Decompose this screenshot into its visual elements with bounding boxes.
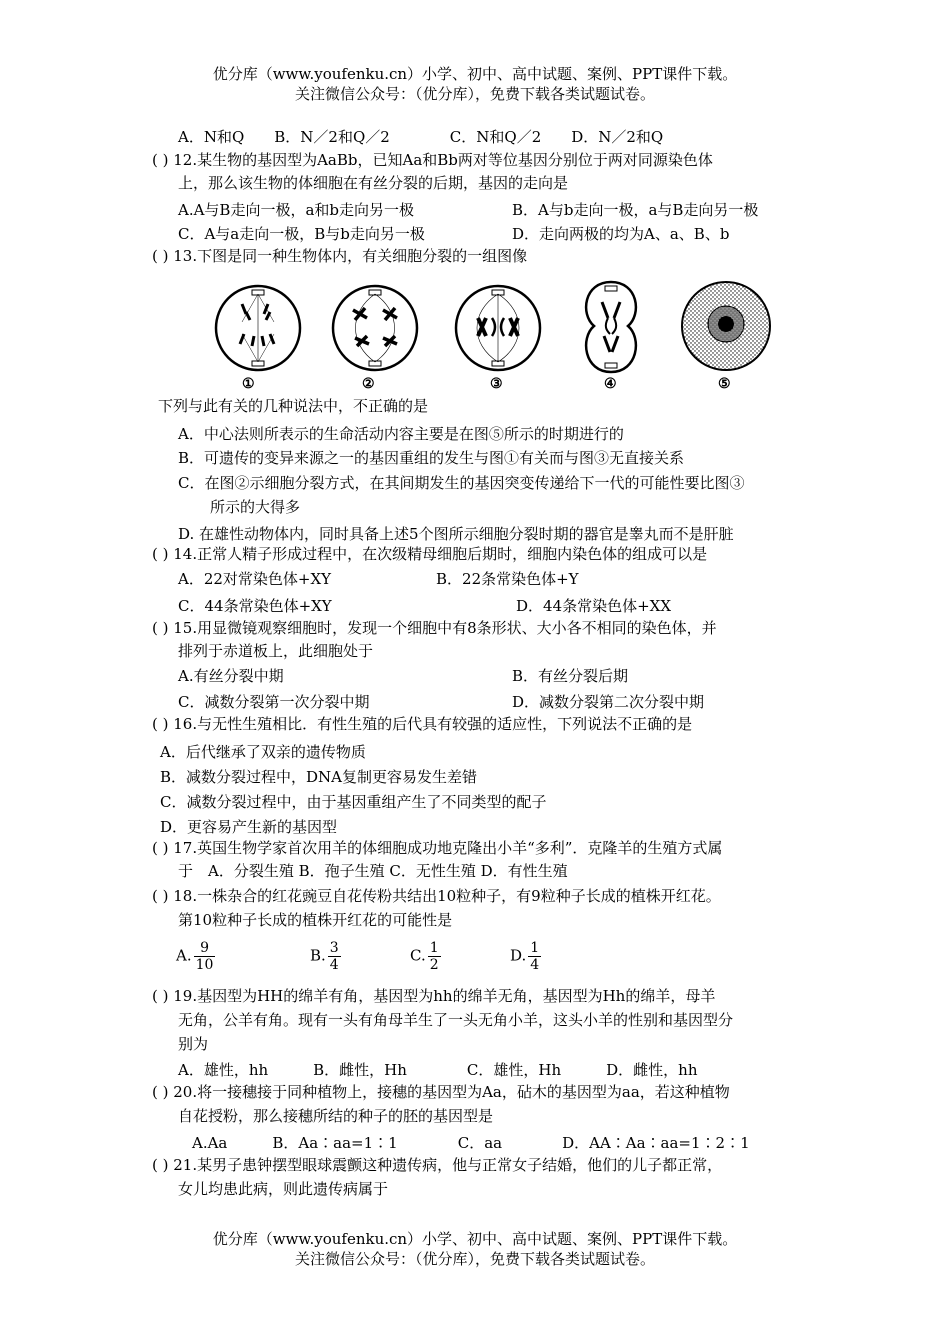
cell-figure-5 [678,278,774,374]
q15-option-b: B．有丝分裂后期 [512,667,629,685]
q15-stem-1: ( ) 15.用显微镜观察细胞时，发现一个细胞中有8条形状、大小各不相同的染色体，并 [152,619,717,637]
q13-option-a: A．中心法则所表示的生命活动内容主要是在图⑤所示的时期进行的 [178,425,624,443]
figure-label-5: ⑤ [718,376,731,392]
footer-line-2: 关注微信公众号：（优分库），免费下载各类试题试卷。 [294,1250,655,1268]
q16-option-a: A．后代继承了双亲的遗传物质 [160,743,366,761]
q11-options: A．N和Q B．N／2和Q／2 C．N和Q／2 D．N／2和Q [178,128,664,146]
q18-option-b [310,940,341,984]
q18-option-a [176,940,215,984]
q12-option-b: B．A与b走向一极，a与B走向另一极 [512,201,759,219]
cell-figure-4 [574,278,648,376]
q18-option-b-numerator: 3 [329,940,339,956]
cell-figure-3 [452,282,544,374]
figure-label-2: ② [362,376,375,392]
q18-option-a-denominator: 10 [195,957,214,973]
q16-option-b: B．减数分裂过程中，DNA复制更容易发生差错 [160,768,478,786]
q19-stem-2: 无角，公羊有角。现有一头有角母羊生了一头无角小羊，这头小羊的性别和基因型分 [178,1011,734,1029]
q13-option-c-1: C．在图②示细胞分裂方式，在其间期发生的基因突变传递给下一代的可能性要比图③ [178,474,745,492]
q20-stem-2: 自花授粉，那么接穗所结的种子的胚的基因型是 [178,1107,494,1125]
q18-option-c-denominator: 2 [429,957,439,973]
q18-option-c-fraction [428,940,441,973]
q18-option-c-label: C. [410,946,426,965]
q15-option-a: A.有丝分裂中期 [178,667,284,685]
q19-stem-3: 别为 [178,1035,209,1053]
q18-option-d-label: D. [510,946,527,965]
q14-option-c: C．44条常染色体+XY [178,597,332,615]
figure-label-3: ③ [490,376,503,392]
q13-stem: ( ) 13.下图是同一种生物体内，有关细胞分裂的一组图像 [152,247,528,265]
q14-option-b: B．22条常染色体+Y [436,570,579,588]
q18-option-b-denominator: 4 [329,957,339,973]
cell-figure-2 [329,282,421,374]
q18-option-d [510,940,541,984]
q13-lead: 下列与此有关的几种说法中，不正确的是 [158,397,429,415]
q13-option-b: B．可遗传的变异来源之一的基因重组的发生与图①有关而与图③无直接关系 [178,449,685,467]
q18-option-b-label: B. [310,946,326,965]
q12-stem-2: 上，那么该生物的体细胞在有丝分裂的后期，基因的走向是 [178,174,569,192]
q18-option-d-numerator: 1 [530,940,540,956]
q12-option-a: A.A与B走向一极，a和b走向另一极 [178,201,415,219]
q18-stem-2: 第10粒种子长成的植株开红花的可能性是 [178,911,453,929]
q13-option-c-2: 所示的大得多 [210,498,301,516]
q21-stem-1: ( ) 21.某男子患钟摆型眼球震颤这种遗传病，他与正常女子结婚，他们的儿子都正常， [152,1156,723,1174]
q14-option-d: D．44条常染色体+XX [516,597,672,615]
q18-option-a-numerator: 9 [194,940,216,957]
q20-stem-1: ( ) 20.将一接穗接于同种植物上，接穗的基因型为Aa，砧木的基因型为aa，若这种植物 [152,1083,730,1101]
figure-label-1: ① [242,376,255,392]
q19-stem-1: ( ) 19.基因型为HH的绵羊有角，基因型为hh的绵羊无角，基因型为Hh的绵羊，母羊 [152,987,716,1005]
q15-stem-2: 排列于赤道板上，此细胞处于 [178,642,374,660]
q18-option-a-label: A. [176,946,192,965]
figure-label-4: ④ [604,376,617,392]
q17-stem-1: ( ) 17.英国生物学家首次用羊的体细胞成功地克隆出小羊“多利”．克隆羊的生殖方式属 [152,839,723,857]
q19-options: A．雄性，hh B．雌性，Hh C．雄性，Hh D．雌性，hh [178,1061,698,1079]
q14-stem: ( ) 14.正常人精子形成过程中，在次级精母细胞后期时，细胞内染色体的组成可以是 [152,545,708,563]
q18-option-b-fraction [328,940,341,973]
q12-option-d: D．走向两极的均为A、a、B、b [512,225,730,243]
q18-option-d-fraction [528,940,541,973]
q21-stem-2: 女儿均患此病，则此遗传病属于 [178,1180,389,1198]
q12-option-c: C．A与a走向一极，B与b走向另一极 [178,225,425,243]
q18-option-c [410,940,441,984]
q20-options: A.Aa B．Aa∶aa=1∶1 C．aa D．AA∶Aa∶aa=1∶2∶1 [192,1134,750,1152]
q13-option-d: D. 在雄性动物体内，同时具备上述5个图所示细胞分裂时期的器官是睾丸而不是肝脏 [178,525,734,543]
header-line-2: 关注微信公众号：（优分库），免费下载各类试题试卷。 [294,85,655,103]
q12-stem-1: ( ) 12.某生物的基因型为AaBb，已知Aa和Bb两对等位基因分别位于两对同源染色体 [152,151,713,169]
q15-option-d: D．减数分裂第二次分裂中期 [512,693,705,711]
q16-option-c: C．减数分裂过程中，由于基因重组产生了不同类型的配子 [160,793,547,811]
q14-option-a: A．22对常染色体+XY [178,570,332,588]
header-line-1: 优分库（www.youfenku.cn）小学、初中、高中试题、案例、PPT课件下载。 [212,65,738,83]
q18-option-d-denominator: 4 [530,957,540,973]
q16-option-d: D．更容易产生新的基因型 [160,818,338,836]
q18-option-a-fraction [194,940,216,973]
q15-option-c: C．减数分裂第一次分裂中期 [178,693,370,711]
q16-stem: ( ) 16.与无性生殖相比．有性生殖的后代具有较强的适应性，下列说法不正确的是 [152,715,693,733]
q18-option-c-numerator: 1 [429,940,439,956]
q18-stem-1: ( ) 18.一株杂合的红花豌豆自花传粉共结出10粒种子，有9粒种子长成的植株开红花。 [152,887,721,905]
cell-figure-1 [212,282,304,374]
footer-line-1: 优分库（www.youfenku.cn）小学、初中、高中试题、案例、PPT课件下载。 [212,1230,738,1248]
q17-stem-2: 于 A．分裂生殖 B．孢子生殖 C．无性生殖 D．有性生殖 [178,862,568,880]
